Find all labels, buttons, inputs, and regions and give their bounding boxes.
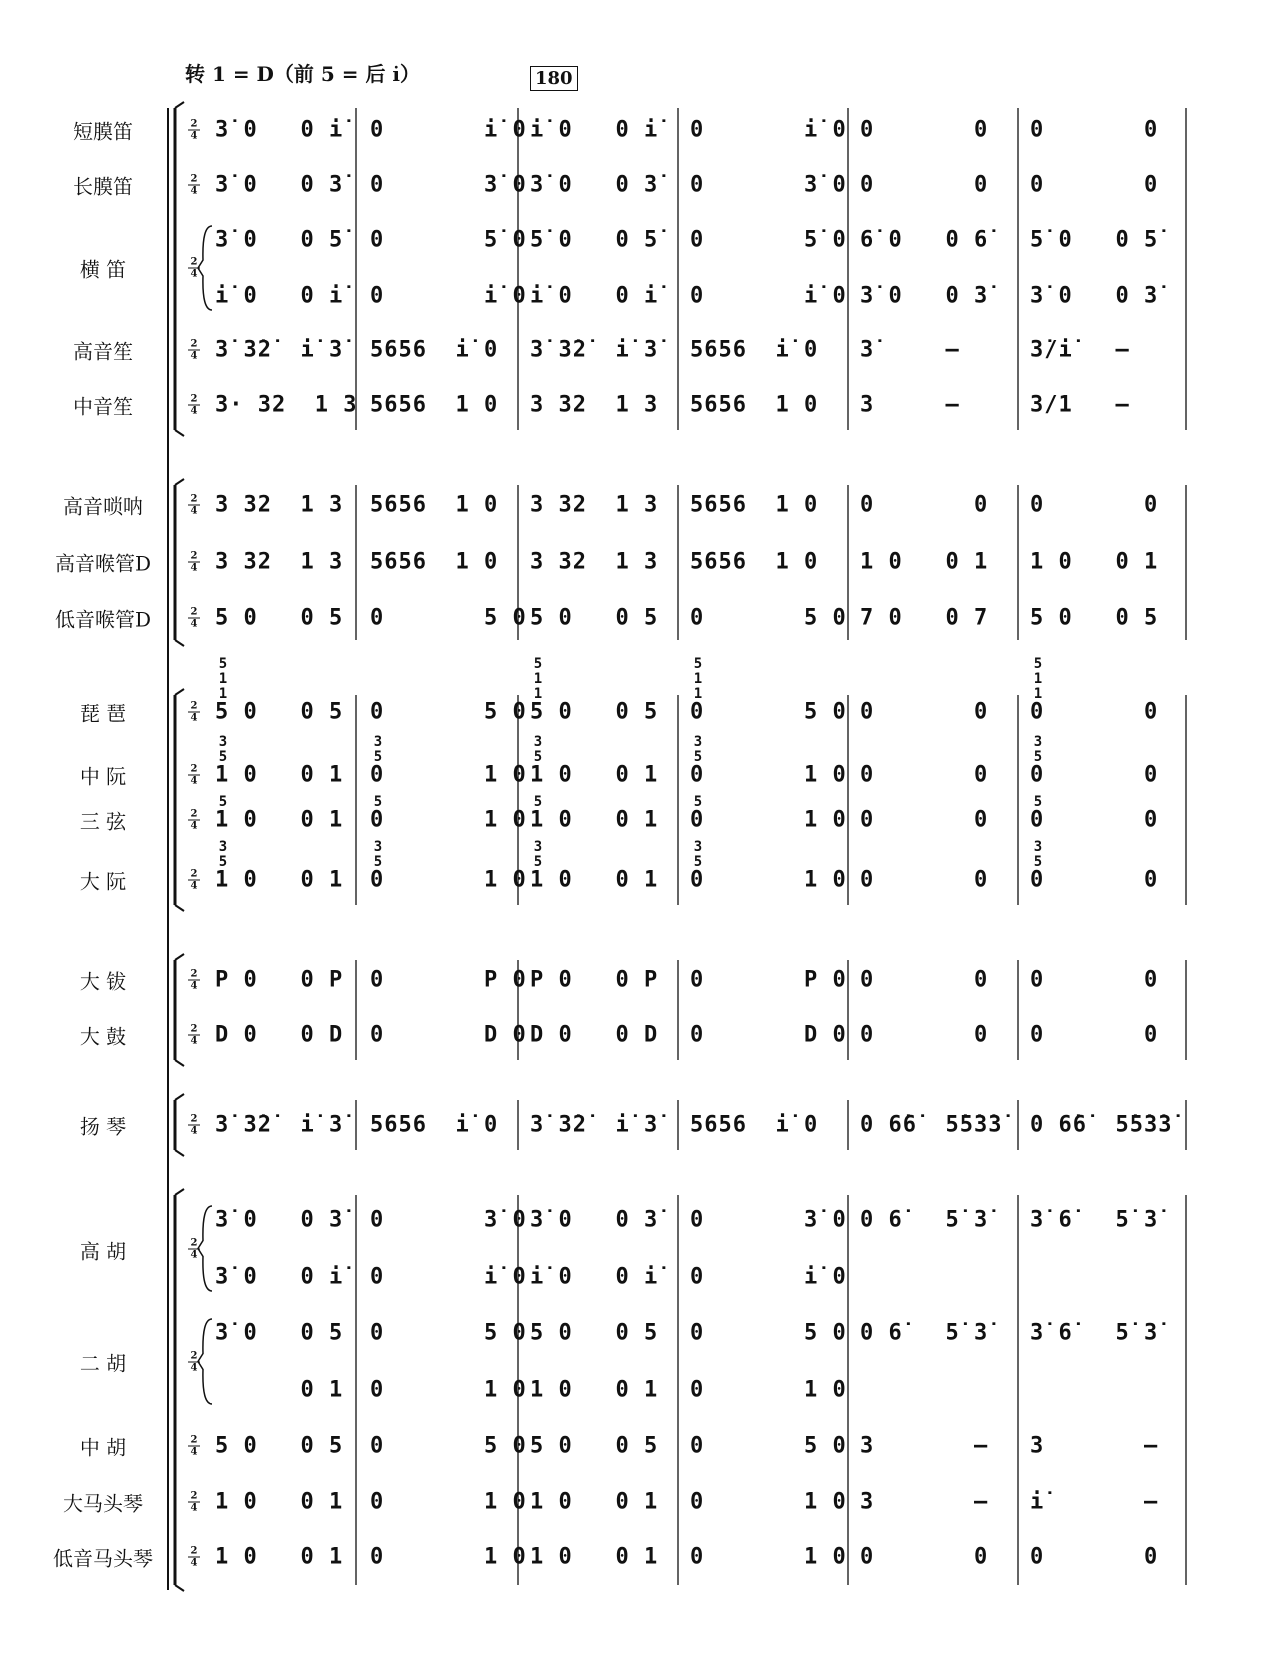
measure-notes: 0 1 0	[370, 762, 527, 788]
measure-notes: 0 P 0	[690, 967, 847, 993]
measure-notes: 3̇ 3̇2̇ i̇ 3̇	[215, 337, 344, 363]
time-signature-bottom: 4	[190, 1125, 198, 1137]
instrument-label-pipa: 琵 琶	[79, 701, 127, 726]
time-signature-bottom: 4	[190, 775, 198, 787]
measure-notes: 0 0	[860, 807, 989, 833]
measure-notes: 0 6̇6̇ 5̇5̇3̇3̇	[1030, 1112, 1173, 1138]
measure-notes: 0 0	[1030, 699, 1159, 725]
measure-notes: 0 0	[860, 762, 989, 788]
measure-notes: 1 0 0 1	[215, 867, 344, 893]
measure-notes: i̇ –	[1030, 1489, 1159, 1515]
chord-stack: 5	[1033, 794, 1043, 810]
measure-notes: 0 1 0	[690, 867, 847, 893]
measure-notes: 0 5 0	[690, 1433, 847, 1459]
measure-notes: 3 32 1 3	[215, 549, 344, 575]
measure-notes: 3̇ 0 0 3̇	[530, 172, 659, 198]
group-bracket-hook	[175, 1150, 184, 1156]
measure-notes: 1 0 0 1	[530, 867, 659, 893]
chord-stack: 5	[373, 794, 383, 810]
group-bracket-hook	[175, 1060, 184, 1066]
measure-notes-lower: i̇ 0 0 i̇	[215, 283, 344, 309]
measure-notes: 0 1 0	[690, 1544, 847, 1570]
measure-notes: 3̇ 0 0 3̇	[215, 1207, 344, 1233]
measure-notes: 0 5 0	[370, 605, 527, 631]
measure-notes: 0 0	[1030, 807, 1159, 833]
time-signature	[188, 175, 200, 196]
measure-notes-lower: 3̇ 0 0 3̇	[1030, 283, 1159, 309]
instrument-label-gaohu: 高 胡	[79, 1239, 127, 1264]
instrument-label-zyshen: 中音笙	[73, 394, 133, 419]
time-signature-bottom: 4	[190, 1557, 198, 1569]
measure-notes: 0 0	[860, 967, 989, 993]
instrument-label-dymtq: 低音马头琴	[53, 1546, 153, 1571]
measure-notes: 1 0 0 1	[860, 549, 989, 575]
measure-notes: 0 1 0	[690, 1489, 847, 1515]
measure-notes: 3 –	[1030, 1433, 1159, 1459]
measure-notes: 0 0	[860, 117, 989, 143]
chord-stack: 3 5	[373, 734, 383, 765]
time-signature-top: 2	[190, 868, 198, 880]
measure-notes: 0 6̇ 5̇ 3̇	[860, 1320, 989, 1346]
time-signature	[188, 120, 200, 141]
measure-notes: 0 1 0	[370, 807, 527, 833]
measure-notes: 0 0	[860, 699, 989, 725]
measure-notes: 0 0	[860, 1022, 989, 1048]
measure-notes: 0 0	[860, 867, 989, 893]
measure-notes: 5656 1 0	[690, 392, 819, 418]
time-signature-bottom: 4	[190, 562, 198, 574]
measure-notes: 5656 i̇ 0	[370, 1112, 499, 1138]
measure-notes-lower: 3̇ 0 0 3̇	[860, 283, 989, 309]
time-signature-top: 2	[190, 173, 198, 185]
measure-notes: 1 0 0 1	[215, 1489, 344, 1515]
measure-notes: 3 32 1 3	[530, 492, 659, 518]
measure-notes: 0 1 0	[690, 807, 847, 833]
chord-stack: 5 1 1	[693, 656, 703, 702]
measure-notes: 5656 1 0	[370, 392, 499, 418]
instrument-label-dyhg: 低音喉管D	[54, 607, 152, 632]
group-bracket-hook	[175, 1585, 184, 1591]
chord-stack: 3 5	[1033, 839, 1043, 870]
measure-notes: 0 0	[860, 1544, 989, 1570]
measure-notes: 1 0 0 1	[530, 1489, 659, 1515]
chord-stack: 3 5	[693, 734, 703, 765]
measure-notes: 5 0 0 5	[215, 1433, 344, 1459]
measure-notes: 1 0 0 1	[215, 807, 344, 833]
measure-notes-lower: 0 i̇ 0	[370, 283, 527, 309]
group-bracket-hook	[175, 689, 184, 695]
measure-notes: 0 5 0	[370, 1320, 527, 1346]
time-signature-bottom: 4	[190, 130, 198, 142]
measure-notes: 5 0 0 5	[530, 699, 659, 725]
measure-notes: 3 –	[860, 392, 960, 418]
measure-notes-lower: 0 1	[215, 1377, 344, 1403]
measure-notes: 1 0 0 1	[215, 762, 344, 788]
measure-notes: 0 5̇ 0	[690, 227, 847, 253]
time-signature	[188, 1025, 200, 1046]
time-signature	[188, 608, 200, 629]
measure-notes: 3̇ 0 0 3̇	[215, 172, 344, 198]
chord-stack: 5 1 1	[533, 656, 543, 702]
instrument-label-zhonghu: 中 胡	[79, 1435, 127, 1460]
time-signature-bottom: 4	[190, 1362, 198, 1373]
instrument-label-gysn: 高音唢呐	[63, 494, 143, 519]
measure-notes: 0 i̇ 0	[690, 117, 847, 143]
chord-stack: 3 5	[218, 839, 228, 870]
instrument-label-hengdi: 横 笛	[79, 257, 127, 282]
time-signature-top: 2	[190, 118, 198, 130]
time-signature-bottom: 4	[190, 505, 198, 517]
time-signature	[188, 1492, 200, 1513]
measure-notes: 3̇ 0 0 3̇	[530, 1207, 659, 1233]
measure-notes-lower: 0 i̇ 0	[690, 1264, 847, 1290]
measure-notes: 3̇ 3̇2̇ i̇ 3̇	[215, 1112, 344, 1138]
instrument-label-gyshen: 高音笙	[73, 339, 133, 364]
instrument-label-dabo: 大 钹	[79, 969, 127, 994]
time-signature	[188, 765, 200, 786]
time-signature-top: 2	[190, 808, 198, 820]
measure-notes-lower: 0 i̇ 0	[370, 1264, 527, 1290]
instrument-label-dagu: 大 鼓	[79, 1024, 127, 1049]
measure-notes: 0 0	[1030, 172, 1159, 198]
measure-notes: 3̇ 3̇2̇ i̇ 3̇	[530, 1112, 659, 1138]
measure-notes: 5̇ 0 0 5̇	[1030, 227, 1159, 253]
measure-notes: 5656 i̇ 0	[370, 337, 499, 363]
measure-notes: 5656 1 0	[690, 549, 819, 575]
instrument-label-gyhg: 高音喉管D	[54, 551, 152, 576]
time-signature	[188, 1115, 200, 1136]
measure-notes: 0 3̇ 0	[690, 1207, 847, 1233]
time-signature-top: 2	[190, 1545, 198, 1557]
measure-notes: 0 0	[860, 172, 989, 198]
measure-notes: 0 1 0	[370, 1489, 527, 1515]
divisi-brace	[198, 226, 212, 310]
group-bracket-hook	[175, 102, 184, 108]
time-signature-top: 2	[190, 763, 198, 775]
measure-notes: i̇ 0 0 i̇	[530, 117, 659, 143]
measure-notes: 0 5 0	[690, 605, 847, 631]
measure-notes: 5 0 0 5	[530, 1433, 659, 1459]
measure-notes-lower: 1 0 0 1	[530, 1377, 659, 1403]
instrument-label-druan: 大 阮	[79, 869, 127, 894]
time-signature-bottom: 4	[190, 350, 198, 362]
time-signature-bottom: 4	[190, 1446, 198, 1458]
time-signature-bottom: 4	[190, 820, 198, 832]
time-signature-bottom: 4	[190, 405, 198, 417]
measure-notes: 5656 i̇ 0	[690, 337, 819, 363]
measure-notes: 0 1 0	[690, 762, 847, 788]
measure-notes: P 0 0 P	[215, 967, 344, 993]
time-signature	[188, 495, 200, 516]
measure-notes: 5656 1 0	[370, 492, 499, 518]
measure-notes: 5656 1 0	[370, 549, 499, 575]
measure-notes: 3 –	[860, 1433, 989, 1459]
group-bracket-hook	[175, 1189, 184, 1195]
measure-notes-lower: i̇ 0 0 i̇	[530, 283, 659, 309]
measure-notes: 5̇ 0 0 5̇	[530, 227, 659, 253]
time-signature-bottom: 4	[190, 980, 198, 992]
measure-notes: 0 0	[1030, 967, 1159, 993]
chord-stack: 5 1 1	[1033, 656, 1043, 702]
group-bracket-hook	[175, 479, 184, 485]
instrument-label-dmdi: 短膜笛	[73, 119, 133, 144]
measure-notes: 1 0 0 1	[530, 762, 659, 788]
measure-notes: 5 0 0 5	[530, 1320, 659, 1346]
measure-notes: 3̇ 6̇ 5̇ 3̇	[1030, 1320, 1159, 1346]
measure-notes: 0 5̇ 0	[370, 227, 527, 253]
measure-notes: 7 0 0 7	[860, 605, 989, 631]
time-signature-top: 2	[190, 1023, 198, 1035]
time-signature-top: 2	[190, 700, 198, 712]
time-signature-bottom: 4	[190, 1249, 198, 1260]
chord-stack: 5	[218, 794, 228, 810]
time-signature-top: 2	[190, 606, 198, 618]
key-change-label: 转 1 = D（前 5 = 后 i̇）	[185, 62, 421, 86]
measure-notes: 1 0 0 1	[1030, 549, 1159, 575]
time-signature	[188, 1547, 200, 1568]
time-signature-top: 2	[190, 968, 198, 980]
measure-notes: 0 5 0	[370, 699, 527, 725]
time-signature-bottom: 4	[190, 185, 198, 197]
time-signature	[188, 810, 200, 831]
measure-notes: 3̇/i̇ –	[1030, 337, 1130, 363]
instrument-label-erhu: 二 胡	[79, 1351, 127, 1376]
measure-notes: 5 0 0 5	[215, 699, 344, 725]
measure-notes: P 0 0 P	[530, 967, 659, 993]
time-signature	[188, 395, 200, 416]
time-signature-top: 2	[190, 1113, 198, 1125]
group-bracket-hook	[175, 905, 184, 911]
measure-notes: 0 3̇ 0	[690, 172, 847, 198]
time-signature-bottom: 4	[190, 712, 198, 724]
measure-notes: 3 32 1 3	[530, 549, 659, 575]
chord-stack: 3 5	[1033, 734, 1043, 765]
measure-notes: 3 –	[860, 1489, 989, 1515]
time-signature	[188, 870, 200, 891]
measure-notes: 0 1 0	[370, 867, 527, 893]
measure-notes: 0 P 0	[370, 967, 527, 993]
measure-notes: 0 5 0	[370, 1433, 527, 1459]
time-signature	[188, 340, 200, 361]
measure-notes-lower: 0 1 0	[690, 1377, 847, 1403]
measure-notes: 0 i̇ 0	[370, 117, 527, 143]
measure-notes: 3/1 –	[1030, 392, 1130, 418]
time-signature-bottom: 4	[190, 880, 198, 892]
measure-notes: 3̇ 0 0 5̇	[215, 227, 344, 253]
chord-stack: 3 5	[533, 734, 543, 765]
measure-notes-lower: 3̇ 0 0 i̇	[215, 1264, 344, 1290]
measure-notes: 3 32 1 3	[215, 492, 344, 518]
rehearsal-mark: 180	[530, 66, 578, 91]
time-signature-top: 2	[190, 393, 198, 405]
measure-notes: 5 0 0 5	[215, 605, 344, 631]
measure-notes-lower: 0 i̇ 0	[690, 283, 847, 309]
measure-notes: 0 6̇ 5̇ 3̇	[860, 1207, 989, 1233]
measure-notes: 3̇ 3̇2̇ i̇ 3̇	[530, 337, 659, 363]
time-signature-top: 2	[190, 1237, 198, 1248]
instrument-label-yangqin: 扬 琴	[79, 1114, 127, 1139]
measure-notes: D 0 0 D	[530, 1022, 659, 1048]
group-bracket-hook	[175, 954, 184, 960]
time-signature-top: 2	[190, 1490, 198, 1502]
measure-notes: 3̇ 0 0 5	[215, 1320, 344, 1346]
measure-notes: 0 0	[860, 492, 989, 518]
divisi-brace	[198, 1206, 212, 1291]
measure-notes: 5656 i̇ 0	[690, 1112, 819, 1138]
group-bracket-hook	[175, 640, 184, 646]
time-signature-top: 2	[190, 493, 198, 505]
measure-notes: 6̇ 0 0 6̇	[860, 227, 989, 253]
measure-notes: 0 0	[1030, 1022, 1159, 1048]
measure-notes-lower: i̇ 0 0 i̇	[530, 1264, 659, 1290]
time-signature-bottom: 4	[190, 268, 198, 280]
measure-notes: 0 5 0	[690, 1320, 847, 1346]
measure-notes: 3̇ –	[860, 337, 960, 363]
measure-notes: 0 0	[1030, 1544, 1159, 1570]
chord-stack: 3 5	[693, 839, 703, 870]
time-signature	[188, 1238, 200, 1259]
time-signature	[188, 258, 200, 279]
time-signature-top: 2	[190, 338, 198, 350]
chord-stack: 3 5	[373, 839, 383, 870]
measure-notes: 5656 1 0	[690, 492, 819, 518]
measure-notes: 0 0	[1030, 117, 1159, 143]
chord-stack: 5	[533, 794, 543, 810]
group-bracket-hook	[175, 1094, 184, 1100]
measure-notes: 1 0 0 1	[530, 1544, 659, 1570]
measure-notes: 0 0	[1030, 867, 1159, 893]
time-signature	[188, 552, 200, 573]
measure-notes: 1 0 0 1	[530, 807, 659, 833]
instrument-label-cmdi: 长膜笛	[73, 174, 133, 199]
time-signature-top: 2	[190, 1434, 198, 1446]
measure-notes: 0 D 0	[370, 1022, 527, 1048]
divisi-brace	[198, 1319, 212, 1404]
measure-notes: 0 5 0	[690, 699, 847, 725]
measure-notes: 0 0	[1030, 762, 1159, 788]
measure-notes: 1 0 0 1	[215, 1544, 344, 1570]
measure-notes-lower: 0 1 0	[370, 1377, 527, 1403]
time-signature	[188, 1351, 200, 1372]
group-bracket-hook	[175, 430, 184, 436]
time-signature	[188, 970, 200, 991]
time-signature-top: 2	[190, 1350, 198, 1361]
measure-notes: D 0 0 D	[215, 1022, 344, 1048]
instrument-label-zruan: 中 阮	[79, 764, 127, 789]
measure-notes: 0 3̇ 0	[370, 1207, 527, 1233]
measure-notes: 0 D 0	[690, 1022, 847, 1048]
measure-notes: 0 1 0	[370, 1544, 527, 1570]
measure-notes: 3· 32 1 3	[215, 392, 358, 418]
time-signature-bottom: 4	[190, 1035, 198, 1047]
chord-stack: 5 1 1	[218, 656, 228, 702]
time-signature	[188, 1436, 200, 1457]
chord-stack: 3 5	[218, 734, 228, 765]
time-signature	[188, 702, 200, 723]
chord-stack: 3 5	[533, 839, 543, 870]
measure-notes: 3̇ 6̇ 5̇ 3̇	[1030, 1207, 1159, 1233]
instrument-label-dmtq: 大马头琴	[63, 1491, 143, 1516]
measure-notes: 5 0 0 5	[1030, 605, 1159, 631]
time-signature-top: 2	[190, 550, 198, 562]
measure-notes: 3̇ 0 0 i̇	[215, 117, 344, 143]
time-signature-top: 2	[190, 256, 198, 268]
measure-notes: 3 32 1 3	[530, 392, 659, 418]
measure-notes: 5 0 0 5	[530, 605, 659, 631]
time-signature-bottom: 4	[190, 1502, 198, 1514]
measure-notes: 0 0	[1030, 492, 1159, 518]
measure-notes: 0 3̇ 0	[370, 172, 527, 198]
time-signature-bottom: 4	[190, 618, 198, 630]
instrument-label-sanxian: 三 弦	[79, 809, 127, 834]
measure-notes: 0 6̇6̇ 5̇5̇3̇3̇	[860, 1112, 1003, 1138]
chord-stack: 5	[693, 794, 703, 810]
